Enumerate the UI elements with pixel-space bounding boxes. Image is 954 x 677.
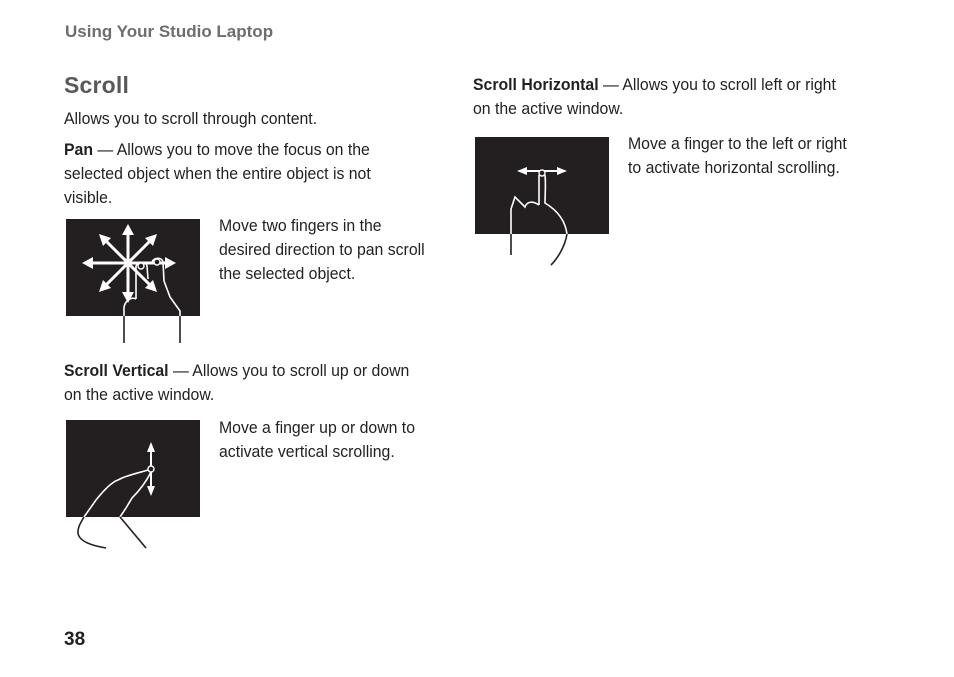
page-number: 38	[64, 629, 86, 650]
running-header: Using Your Studio Laptop	[65, 22, 274, 41]
section-intro: Allows you to scroll through content.	[64, 109, 318, 128]
pan-gesture-icon	[66, 219, 200, 316]
pan-instruction: Move two fingers in the desired direction to pan scroll the selected object.	[219, 216, 425, 283]
scroll-vertical-description: — Allows you to scroll up or down on the active window.	[64, 361, 410, 404]
scroll-horizontal-term: Scroll Horizontal	[473, 75, 599, 94]
pan-definition	[64, 138, 423, 210]
vertical-scroll-gesture-icon	[66, 420, 200, 517]
scroll-vertical-term: Scroll Vertical	[64, 361, 169, 380]
pan-term: Pan	[64, 140, 94, 159]
scroll-vertical-instruction: Move a finger up or down to activate vertical scrolling.	[219, 418, 415, 461]
scroll-horizontal-description: — Allows you to scroll left or right on the active window.	[473, 75, 836, 118]
horizontal-scroll-gesture-icon	[475, 137, 609, 234]
scroll-vertical-definition	[64, 359, 423, 407]
section-title: Scroll	[64, 72, 130, 98]
scroll-horizontal-instruction: Move a finger to the left or right to activate horizontal scrolling.	[628, 134, 847, 177]
pan-description: — Allows you to move the focus on the selected object when the entire object is not visible.	[64, 140, 371, 207]
scroll-horizontal-definition	[473, 73, 845, 121]
